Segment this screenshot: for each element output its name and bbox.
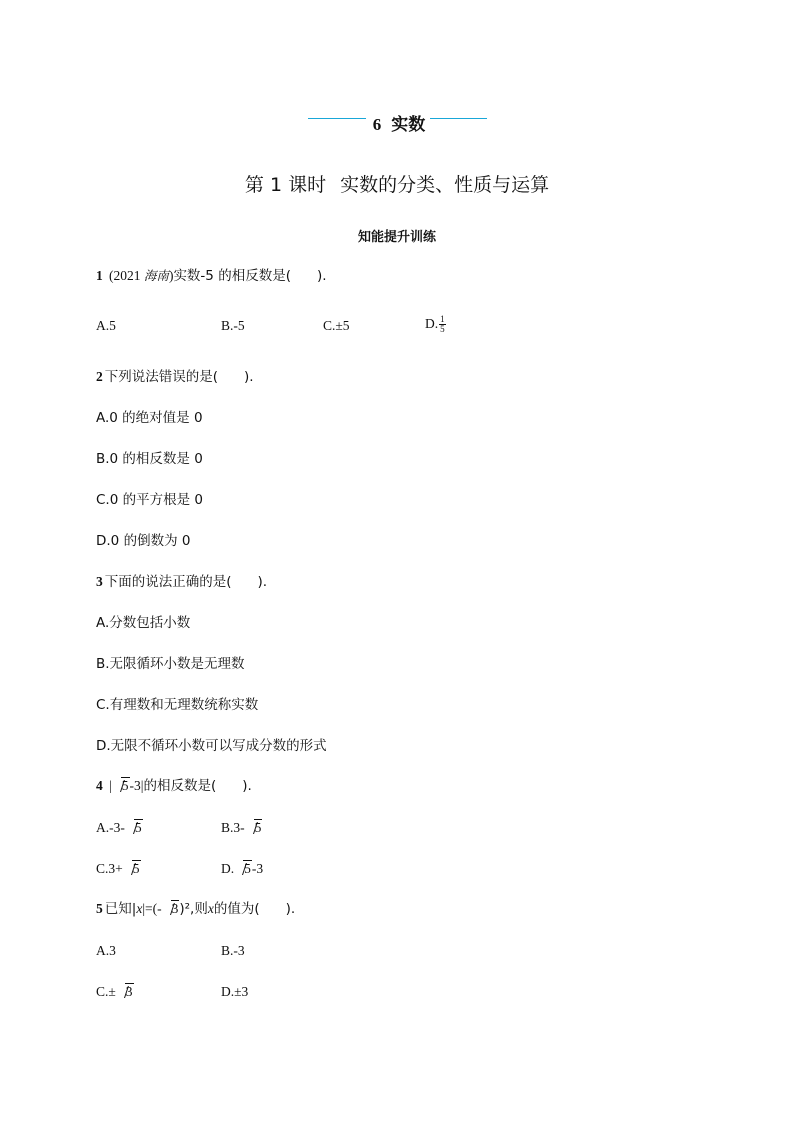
question-1 [96,266,327,286]
question-source [109,268,173,283]
chapter-rule-right [430,118,487,119]
sqrt-symbol [235,859,252,879]
question-blank-end: ). [285,901,296,917]
sqrt-radicand: 5 [134,820,142,835]
sqrt-radicand: 5 [244,861,251,876]
sqrt-symbol [124,859,141,879]
chapter-header [0,110,794,140]
q2-option-d: D.0 的倒数为 0 [96,533,191,549]
q3-option-c: C.有理数和无理数统称实数 [96,697,259,713]
question-number: 3 [96,574,103,589]
question-3 [96,572,267,592]
q2-option-b: B.0 的相反数是 0 [96,451,203,467]
source-close: ) [168,268,174,283]
q5-option-c [96,982,134,1002]
question-blank-end: ). [244,369,254,385]
option-prefix: B.3- [221,820,245,835]
question-blank-end: ). [257,574,268,590]
q1-option-d [425,314,446,334]
q4-option-a [96,818,143,838]
q5-option-d: D.±3 [221,984,249,999]
chapter-title [364,110,434,135]
sqrt-radicand: 3 [125,984,133,999]
fraction [439,315,446,334]
q3-option-b: B.无限循环小数是无理数 [96,656,245,672]
q5-option-a: A.3 [96,943,116,958]
question-text: 下列说法错误的是( [104,369,219,385]
q1-option-c: C.±5 [323,318,350,333]
q5-option-b: B.-3 [221,943,245,958]
option-prefix: C.± [96,984,116,999]
sqrt-symbol [163,899,180,919]
lesson-topic: 实数的分类、性质与运算 [340,174,550,196]
q5-text-post: )²,则 [179,901,208,917]
option-prefix: A.-3- [96,820,125,835]
option-prefix: D. [221,861,235,876]
fraction-denominator: 5 [440,324,445,335]
chapter-rule-left [308,118,366,119]
question-5 [96,899,295,919]
q4-expression [109,778,143,793]
q3-option-d: D.无限不循环小数可以写成分数的形式 [96,738,327,754]
sqrt-symbol [246,818,263,838]
sqrt-radicand: 5 [254,820,262,835]
q1-option-d-prefix: D. [425,316,439,331]
sqrt-symbol [113,776,130,796]
q3-option-a: A.分数包括小数 [96,615,191,631]
question-2 [96,367,254,387]
q5-text-end: 的值为( [213,901,260,917]
lesson-label: 第 1 课时 [244,174,327,196]
question-4 [96,776,252,796]
sqrt-symbol [117,982,134,1002]
q4-option-c [96,859,141,879]
question-text: 下面的说法正确的是( [104,574,232,590]
lesson-title [0,170,794,197]
question-text: 的相反数是( [143,778,217,794]
question-blank-end: ). [316,268,327,284]
q4-option-d [221,859,263,879]
q2-option-a: A.0 的绝对值是 0 [96,410,203,426]
option-suffix: -3 [251,861,264,876]
q2-option-c: C.0 的平方根是 0 [96,492,203,508]
source-region: 海南 [143,269,169,283]
sqrt-radicand: 5 [132,861,140,876]
expr-open: | [109,778,112,793]
chapter-title-text: 实数 [391,115,426,135]
sqrt-radicand: 3 [171,901,179,916]
q5-variable-x: x [136,901,143,916]
q5-text-mid: |=(- [142,901,162,916]
q5-text-pre: 已知| [104,901,137,917]
sqrt-symbol [126,818,143,838]
question-number: 1 [96,268,103,283]
question-text: 实数-5 的相反数是( [173,268,291,284]
expr-close: -3| [129,778,144,793]
question-number: 5 [96,901,103,916]
option-prefix: C.3+ [96,861,123,876]
question-blank-end: ). [242,778,252,794]
q4-option-b [221,818,262,838]
question-number: 4 [96,778,103,793]
q1-option-a: A.5 [96,318,116,333]
sqrt-radicand: 5 [121,778,129,793]
section-title: 知能提升训练 [357,230,436,245]
q1-option-b: B.-5 [221,318,245,333]
chapter-number: 6 [372,115,382,134]
fraction-numerator: 1 [440,314,445,325]
q5-variable-x2: x [207,901,214,916]
source-year: (2021 [109,268,141,283]
question-number: 2 [96,369,103,384]
